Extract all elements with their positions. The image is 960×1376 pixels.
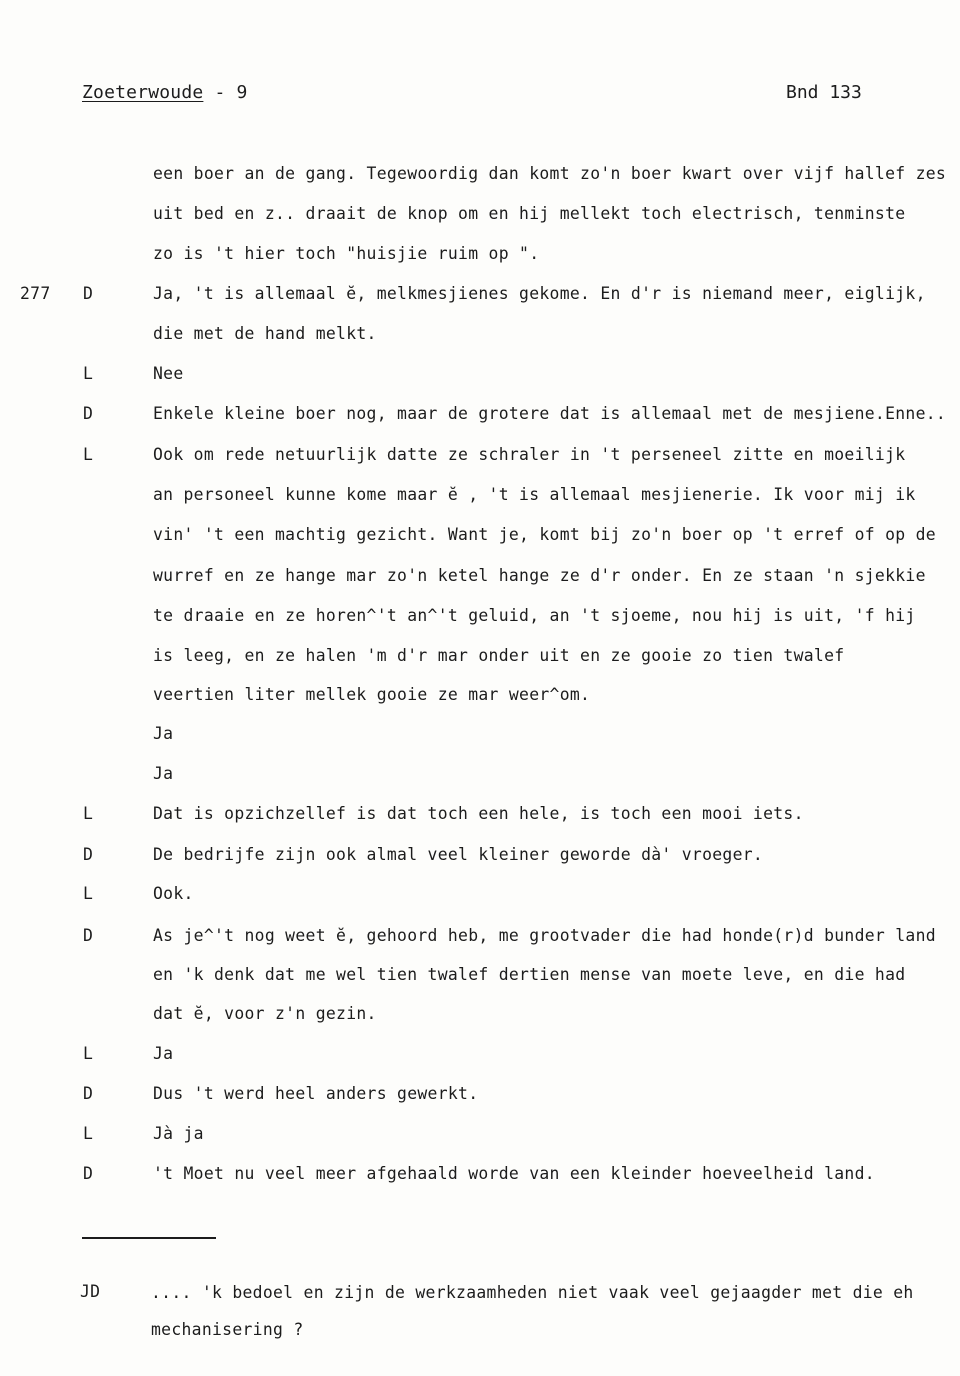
transcript-line: die met de hand melkt. [153,324,377,343]
transcript-line: is leeg, en ze halen 'm d'r mar onder uit en ze gooie zo tien twalef [153,646,845,665]
footnote-line: .... 'k bedoel en zijn de werkzaamheden niet vaak veel gejaagder met die eh [151,1283,914,1302]
transcript-line: Ja, 't is allemaal ĕ, melkmesjienes gekome. En d'r is niemand meer, eiglijk, [153,284,926,303]
page-header-left [82,82,248,103]
transcript-line: Ja [153,764,174,783]
transcript-line: wurref en ze hange mar zo'n ketel hange ze d'r onder. En ze staan 'n sjekkie [153,566,926,585]
transcript-line: een boer an de gang. Tegewoordig dan komt zo'n boer kwart over vijf hallef zes [153,164,947,183]
speaker-label: L [83,804,94,823]
transcript-line: an personeel kunne kome maar ĕ , 't is allemaal mesjienerie. Ik voor mij ik [153,485,916,504]
speaker-label: D [83,845,94,864]
speaker-label: L [83,1044,94,1063]
footnote-divider [82,1237,216,1239]
transcript-line: en 'k denk dat me wel tien twalef dertien mense van moete leve, en die had [153,965,906,984]
speaker-label: D [83,404,94,423]
transcript-line: uit bed en z.. draait de knop om en hij mellekt toch electrisch, tenminste [153,204,906,223]
footnote-speaker: JD [80,1282,101,1301]
speaker-label: D [83,1164,94,1183]
speaker-label: D [83,284,94,303]
speaker-label: L [83,445,94,464]
transcript-line: Ja [153,724,174,743]
transcript-line: vin' 't een machtig gezicht. Want je, komt bij zo'n boer op 't erref of op de [153,525,936,544]
transcript-line: Dat is opzichzellef is dat toch een hele, is toch een mooi iets. [153,804,804,823]
speaker-label: L [83,884,94,903]
transcript-line: Nee [153,364,184,383]
transcript-line: te draaie en ze horen^'t an^'t geluid, an 't sjoeme, nou hij is uit, 'f hij [153,606,916,625]
paragraph-number: 277 [20,284,51,303]
transcript-line: Enkele kleine boer nog, maar de grotere dat is allemaal met de mesjiene.Enne.. [153,404,947,423]
speaker-label: D [83,926,94,945]
transcript-line: Jà ja [153,1124,204,1143]
transcript-line: Ook om rede netuurlijk datte ze schraler in 't perseneel zitte en moeilijk [153,445,906,464]
page-number: - 9 [203,82,248,103]
document-title: Zoeterwoude [82,82,204,103]
volume-label: Bnd 133 [786,82,862,103]
speaker-label: L [83,364,94,383]
footnote-line: mechanisering ? [151,1320,304,1339]
transcript-line: Ook. [153,884,194,903]
speaker-label: D [83,1084,94,1103]
transcript-line: Dus 't werd heel anders gewerkt. [153,1084,479,1103]
transcript-line: De bedrijfe zijn ook almal veel kleiner geworde dà' vroeger. [153,845,764,864]
transcript-line: zo is 't hier toch "huisjie ruim op ". [153,244,540,263]
transcript-line: Ja [153,1044,174,1063]
transcript-line: dat ĕ, voor z'n gezin. [153,1004,377,1023]
transcript-line: 't Moet nu veel meer afgehaald worde van een kleinder hoeveelheid land. [153,1164,875,1183]
transcript-line: As je^'t nog weet ĕ, gehoord heb, me grootvader die had honde(r)d bunder land [153,926,936,945]
speaker-label: L [83,1124,94,1143]
transcript-line: veertien liter mellek gooie ze mar weer^om. [153,685,591,704]
